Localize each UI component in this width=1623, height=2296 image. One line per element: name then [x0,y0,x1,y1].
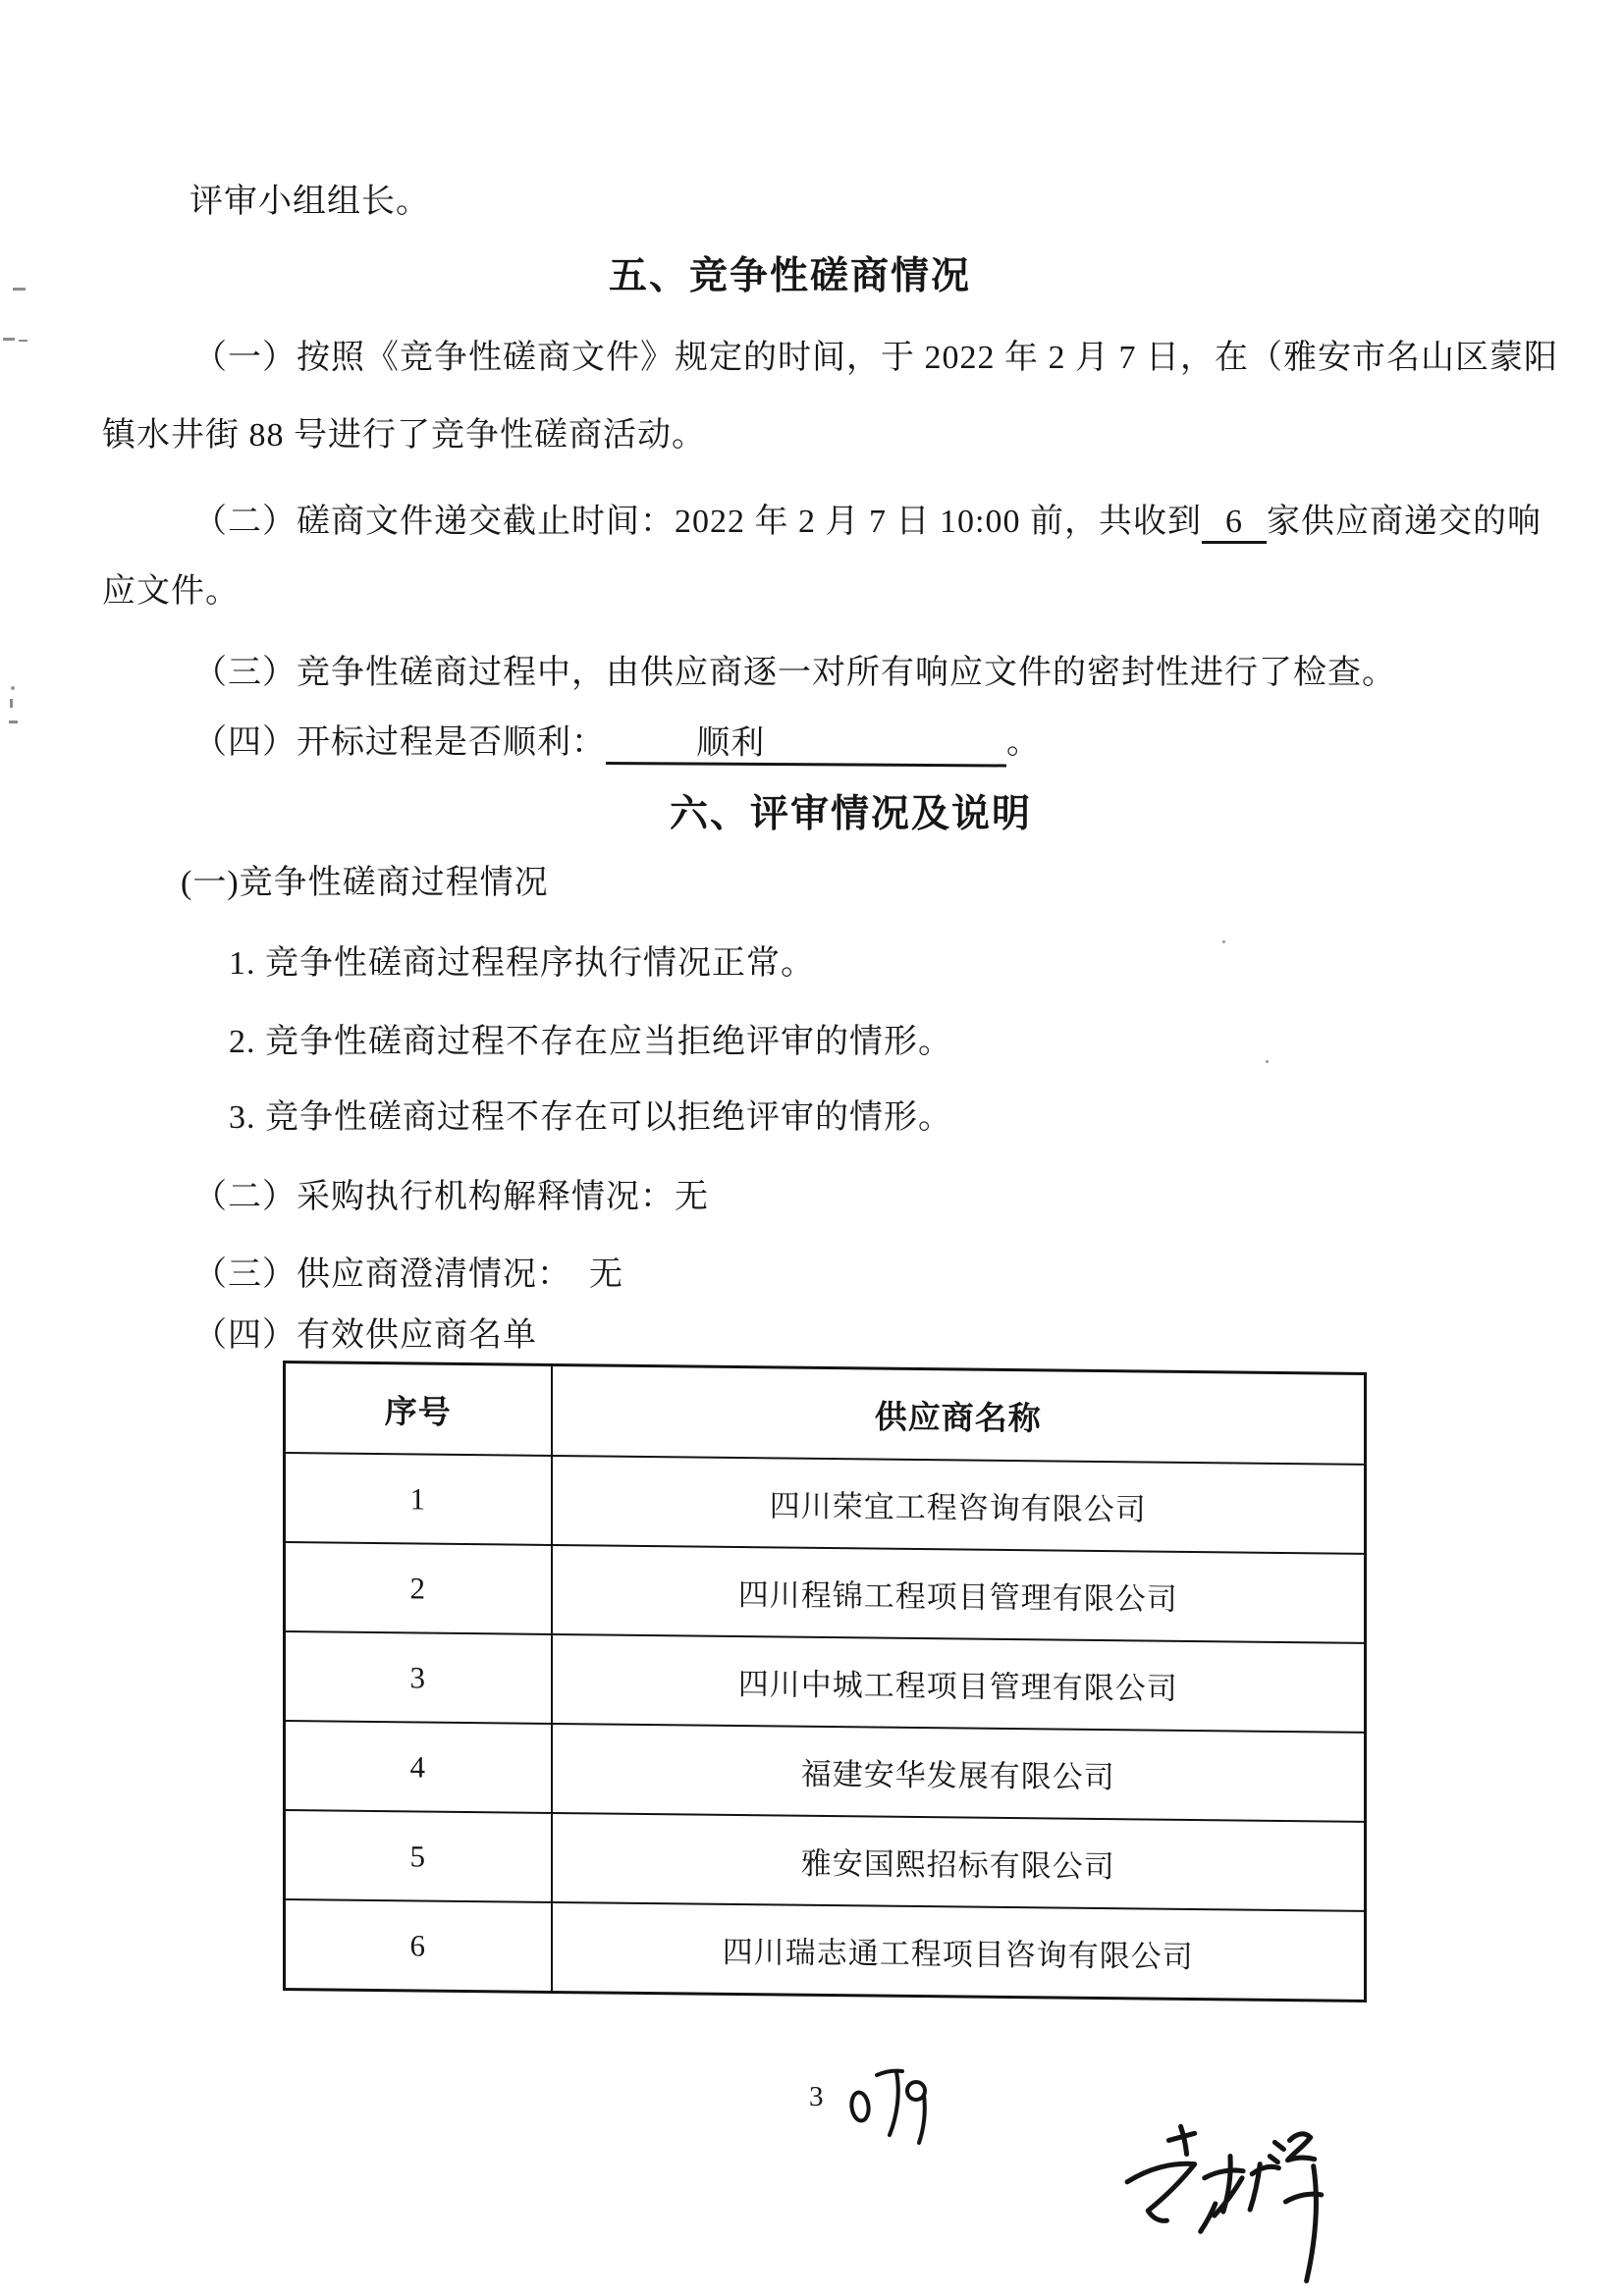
supplier-no: 5 [285,1810,552,1902]
section6-item1: 1. 竞争性磋商过程程序执行情况正常。 [229,945,815,982]
intro-line: 评审小组组长。 [189,184,430,220]
section6-item3: 3. 竞争性磋商过程不存在可以拒绝评审的情形。 [229,1099,952,1136]
section5-para1-line2: 镇水井街 88 号进行了竞争性磋商活动。 [102,417,706,454]
table-row [285,1631,1366,1733]
supplier-name: 四川瑞志通工程项目咨询有限公司 [552,1902,1366,2001]
supplier-name: 雅安国熙招标有限公司 [552,1813,1366,1911]
table-header-row [285,1362,1366,1465]
supplier-name: 四川荣宜工程咨询有限公司 [552,1456,1366,1554]
scan-artifact-dash [9,721,18,723]
section6-heading: 六、评审情况及说明 [670,793,1033,835]
section5-para1-line1: （一）按照《竞争性磋商文件》规定的时间，于 2022 年 2 月 7 日，在（雅安市名山区蒙阳 [193,340,1558,376]
section6-sub1-heading: (一)竞争性磋商过程情况 [181,865,549,901]
para2-text-prefix: （二）磋商文件递交截止时间：2022 年 2 月 7 日 10:00 前，共收到 [193,504,1202,540]
supplier-name: 福建安华发展有限公司 [552,1724,1366,1822]
table-row [285,1810,1366,1911]
table-row [285,1899,1366,2001]
scan-artifact-dash [19,340,27,342]
scan-artifact-dash [13,288,26,291]
supplier-no: 1 [285,1453,552,1545]
para4-filled-blank: 顺利 [606,723,1006,768]
section5-para2-line1 [193,503,1542,544]
section5-para2-line2: 应文件。 [102,573,240,610]
section6-sub2: （二）采购执行机构解释情况：无 [193,1179,709,1215]
para2-text-suffix: 家供应商递交的响 [1266,504,1542,540]
scan-artifact-dot [1266,1060,1269,1063]
handwritten-number [848,2061,933,2148]
table-row [285,1542,1366,1643]
page-number: 3 [809,2081,824,2112]
scan-artifact-dot [1222,940,1225,943]
section5-para3: （三）竞争性磋商过程中，由供应商逐一对所有响应文件的密封性进行了检查。 [193,655,1396,691]
section5-para4 [193,723,1041,765]
para4-period: 。 [1006,724,1041,761]
scan-artifact-dot [11,686,15,690]
section6-sub3: （三）供应商澄清情况： 无 [193,1256,623,1293]
section5-heading: 五、竞争性磋商情况 [609,255,972,297]
supplier-table [283,1361,1367,2002]
header-cell-no: 序号 [285,1362,552,1456]
para2-filled-blank: 6 [1202,503,1267,544]
section6-sub4: （四）有效供应商名单 [193,1317,537,1354]
handwritten-signature [1119,2116,1347,2295]
table-row [285,1453,1366,1554]
supplier-no: 3 [285,1631,552,1724]
supplier-name: 四川程锦工程项目管理有限公司 [552,1545,1366,1643]
supplier-no: 4 [285,1721,552,1813]
supplier-no: 2 [285,1542,552,1634]
scan-artifact-dash [3,338,15,341]
para4-label: （四）开标过程是否顺利： [193,724,606,761]
supplier-no: 6 [285,1899,552,1992]
section6-item2: 2. 竞争性磋商过程不存在应当拒绝评审的情形。 [229,1024,952,1060]
scan-artifact-dash [10,699,13,708]
supplier-name: 四川中城工程项目管理有限公司 [552,1634,1366,1733]
table-row [285,1721,1366,1822]
header-cell-name: 供应商名称 [552,1364,1366,1464]
